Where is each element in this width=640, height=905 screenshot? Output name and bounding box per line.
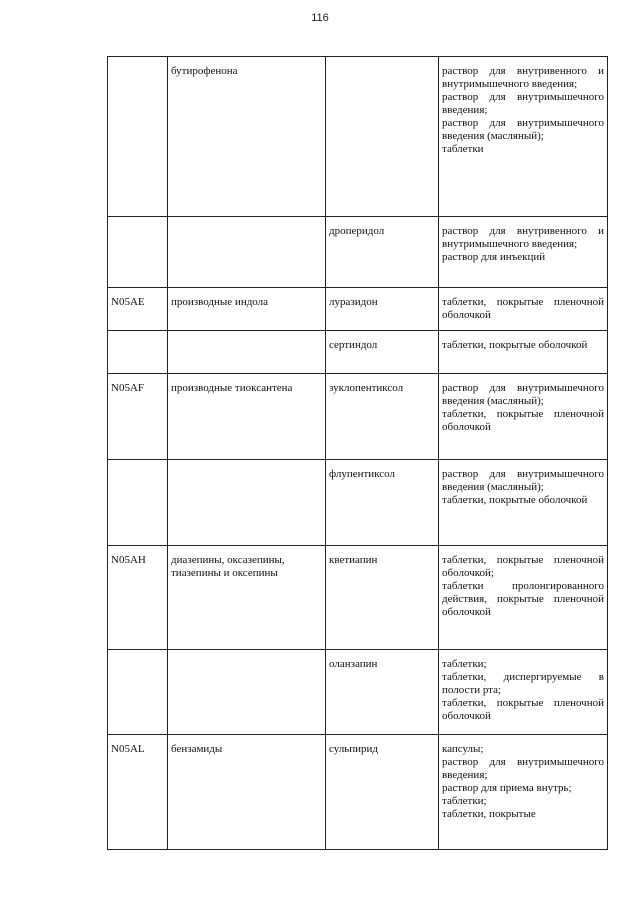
dosage-form: раствор для внутримышечного введения (масляный); bbox=[442, 117, 604, 142]
dosage-form: раствор для внутримышечного введения (масляный); bbox=[442, 468, 604, 493]
group-cell bbox=[168, 217, 326, 288]
drug-cell: кветиапин bbox=[326, 546, 439, 650]
drug-cell: флупентиксол bbox=[326, 460, 439, 546]
atc-code-cell: N05AL bbox=[108, 735, 168, 850]
table-row bbox=[108, 460, 608, 546]
dosage-form: раствор для внутримышечного введения; bbox=[442, 91, 604, 116]
drug-table bbox=[107, 56, 608, 850]
dosage-form: таблетки bbox=[442, 143, 484, 155]
dosage-form: таблетки, покрытые пленочной оболочкой bbox=[442, 697, 604, 722]
dosage-forms-cell bbox=[439, 288, 608, 331]
group-cell bbox=[168, 650, 326, 735]
dosage-form: раствор для внутримышечного введения (масляный); bbox=[442, 382, 604, 407]
dosage-form: раствор для внутримышечного введения; bbox=[442, 756, 604, 781]
group-cell: бензамиды bbox=[168, 735, 326, 850]
dosage-form: капсулы; bbox=[442, 743, 484, 755]
atc-code-cell: N05AH bbox=[108, 546, 168, 650]
dosage-forms-cell bbox=[439, 650, 608, 735]
dosage-forms-cell bbox=[439, 331, 608, 374]
dosage-form: раствор для приема внутрь; bbox=[442, 782, 572, 794]
table-row bbox=[108, 650, 608, 735]
page-number: 116 bbox=[311, 12, 329, 24]
dosage-forms-cell bbox=[439, 217, 608, 288]
dosage-form: раствор для инъекций bbox=[442, 251, 546, 263]
group-cell: бутирофенона bbox=[168, 57, 326, 217]
drug-cell: дроперидол bbox=[326, 217, 439, 288]
atc-code-cell bbox=[108, 650, 168, 735]
table-row bbox=[108, 374, 608, 460]
dosage-forms-cell bbox=[439, 57, 608, 217]
dosage-form: раствор для внутривенного и внутримышечного введения; bbox=[442, 225, 604, 250]
table-row bbox=[108, 735, 608, 850]
table-row bbox=[108, 57, 608, 217]
dosage-forms-cell bbox=[439, 546, 608, 650]
atc-code-cell bbox=[108, 57, 168, 217]
group-cell: производные индола bbox=[168, 288, 326, 331]
drug-cell: оланзапин bbox=[326, 650, 439, 735]
atc-code-cell bbox=[108, 217, 168, 288]
dosage-form: раствор для внутривенного и внутримышечного введения; bbox=[442, 65, 604, 90]
group-cell bbox=[168, 460, 326, 546]
dosage-form: таблетки; bbox=[442, 658, 487, 670]
table-row bbox=[108, 546, 608, 650]
atc-code-cell: N05AF bbox=[108, 374, 168, 460]
group-cell bbox=[168, 331, 326, 374]
dosage-forms-cell bbox=[439, 374, 608, 460]
dosage-form: таблетки, покрытые оболочкой bbox=[442, 339, 588, 351]
drug-cell: луразидон bbox=[326, 288, 439, 331]
atc-code-cell bbox=[108, 460, 168, 546]
table-row bbox=[108, 288, 608, 331]
table-row bbox=[108, 331, 608, 374]
atc-code-cell bbox=[108, 331, 168, 374]
dosage-form: таблетки; bbox=[442, 795, 487, 807]
drug-cell: зуклопентиксол bbox=[326, 374, 439, 460]
dosage-form: таблетки, покрытые пленочной оболочкой bbox=[442, 296, 604, 321]
dosage-form: таблетки, покрытые пленочной оболочкой bbox=[442, 408, 604, 433]
dosage-form: таблетки, диспергируемые в полости рта; bbox=[442, 671, 604, 696]
drug-cell: сертиндол bbox=[326, 331, 439, 374]
dosage-form: таблетки, покрытые bbox=[442, 808, 536, 820]
atc-code-cell: N05AE bbox=[108, 288, 168, 331]
group-cell: диазепины, оксазепины, тиазепины и оксепины bbox=[168, 546, 326, 650]
group-cell: производные тиоксантена bbox=[168, 374, 326, 460]
drug-cell: сульпирид bbox=[326, 735, 439, 850]
dosage-forms-cell bbox=[439, 735, 608, 850]
drug-cell bbox=[326, 57, 439, 217]
dosage-forms-cell bbox=[439, 460, 608, 546]
table-row bbox=[108, 217, 608, 288]
dosage-form: таблетки, покрытые оболочкой bbox=[442, 494, 588, 506]
dosage-form: таблетки пролонгированного действия, покрытые пленочной оболочкой bbox=[442, 580, 604, 618]
dosage-form: таблетки, покрытые пленочной оболочкой; bbox=[442, 554, 604, 579]
